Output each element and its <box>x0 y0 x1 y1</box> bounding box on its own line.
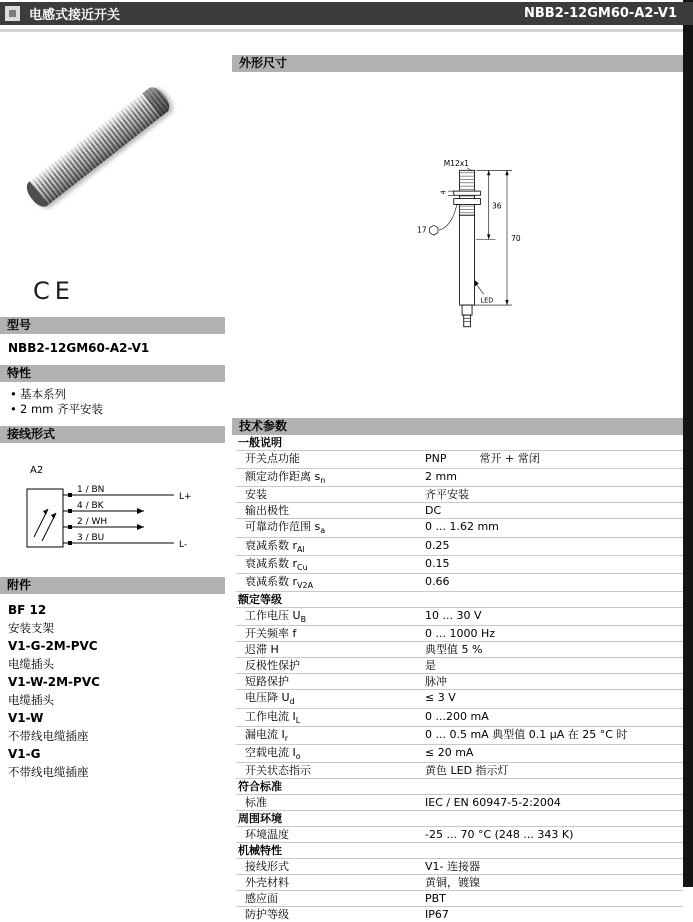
table-row <box>236 468 683 486</box>
table-section-header: 符合标准 <box>236 778 683 794</box>
spec-value: 典型值 5 % <box>425 643 483 657</box>
right-column <box>232 55 683 922</box>
table-row <box>236 537 683 555</box>
accessory-desc: 电缆插头 <box>8 657 54 671</box>
spec-label: 输出极性 <box>245 504 289 518</box>
accessory-item <box>8 748 225 779</box>
table-row <box>236 657 683 673</box>
thread-dim-label: M12x1 <box>443 159 469 169</box>
spec-label: 电压降 $U_d$ <box>245 691 295 707</box>
product-photo <box>0 34 225 272</box>
spec-label: 感应面 <box>245 892 278 906</box>
dimension-schematic <box>407 157 607 365</box>
spec-value: 是 <box>425 659 436 673</box>
spec-label: 反极性保护 <box>245 659 300 673</box>
spec-value: -25 ... 70 °C (248 ... 343 K) <box>425 828 574 842</box>
product-model-title: NBB2-12GM60-A2-V1 <box>524 6 677 21</box>
spec-label: 标准 <box>245 796 267 810</box>
spec-value: IP67 <box>425 908 449 922</box>
table-row <box>236 555 683 573</box>
spec-value: 齐平安装 <box>425 488 469 502</box>
spec-label: 可靠动作范围 $s_a$ <box>245 520 326 536</box>
model-number: NBB2-12GM60-A2-V1 <box>8 341 150 355</box>
spec-value: 0 ... 0.5 mA 典型值 0.1 μA 在 25 °C 时 <box>425 727 628 741</box>
table-row <box>236 450 683 468</box>
table-row <box>236 794 683 810</box>
spec-label: 接线形式 <box>245 860 289 874</box>
accessory-desc: 安装支架 <box>8 621 54 635</box>
section-header-features: 特性 <box>0 365 225 382</box>
total-length-dim-label: 70 <box>511 234 521 244</box>
table-row <box>236 625 683 641</box>
spec-value: 0.66 <box>425 574 450 588</box>
section-header-technical-data: 技术参数 <box>232 418 683 435</box>
spec-value: PBT <box>425 892 446 906</box>
accessory-name: V1-G <box>8 747 41 761</box>
spec-value: V1- 连接器 <box>425 860 480 874</box>
features-list <box>0 382 225 426</box>
table-row <box>236 607 683 625</box>
spec-value: PNP 常开 + 常闭 <box>425 452 540 465</box>
table-row <box>236 826 683 842</box>
pin-label: 1 / BN <box>77 485 105 495</box>
spec-value: 黄色 LED 指示灯 <box>425 764 509 778</box>
wiring-diagram <box>0 443 225 577</box>
sensor-image <box>23 83 174 210</box>
spec-value: 10 ... 30 V <box>425 609 482 623</box>
left-column <box>0 34 225 784</box>
accessory-name: V1-W-2M-PVC <box>8 675 100 689</box>
accessory-name: V1-W <box>8 711 44 725</box>
accessories-list <box>0 594 225 779</box>
dimension-drawing <box>232 72 683 418</box>
spec-value: 0 ... 1.62 mm <box>425 520 499 534</box>
section-header-dimensions: 外形尺寸 <box>232 55 683 72</box>
hex-dim-label: 17 <box>417 225 427 235</box>
technical-data-table <box>236 435 683 922</box>
accessory-item <box>8 676 225 707</box>
table-row <box>236 518 683 536</box>
spec-value: ≤ 3 V <box>425 691 456 705</box>
spec-value: 黄铜，镀镍 <box>425 876 480 890</box>
spec-label: 空载电流 $I_o$ <box>245 745 301 762</box>
table-section-header: 额定等级 <box>236 591 683 607</box>
spec-value: IEC / EN 60947-5-2:2004 <box>425 796 561 810</box>
section-header-model: 型号 <box>0 317 225 334</box>
table-section-header: 周围环境 <box>236 810 683 826</box>
section-header-connection: 接线形式 <box>0 426 225 443</box>
table-row <box>236 744 683 762</box>
spec-label: 漏电流 $I_r$ <box>245 727 289 743</box>
spec-label: 开关状态指示 <box>245 764 311 778</box>
supply-minus-label: L- <box>179 540 188 550</box>
feature-item: • 2 mm 齐平安装 <box>9 402 225 417</box>
table-row <box>236 486 683 502</box>
accessory-item <box>8 640 225 671</box>
section-header-accessories: 附件 <box>0 577 225 594</box>
accessory-name: V1-G-2M-PVC <box>8 639 98 653</box>
table-row <box>236 673 683 689</box>
spec-label: 工作电流 $I_L$ <box>245 709 301 725</box>
table-row <box>236 708 683 726</box>
accessory-item <box>8 712 225 743</box>
pin-label: 4 / BK <box>77 501 104 511</box>
spec-label: 外壳材料 <box>245 876 289 890</box>
spec-label: 防护等级 <box>245 908 289 922</box>
table-section-header: 机械特性 <box>236 842 683 858</box>
table-row <box>236 573 683 591</box>
table-row <box>236 890 683 906</box>
table-row <box>236 689 683 707</box>
spec-label: 衰减系数 $r_{Al}$ <box>245 538 305 554</box>
table-row <box>236 762 683 778</box>
table-row <box>236 502 683 518</box>
accessory-desc: 电缆插头 <box>8 693 54 707</box>
header-bar <box>0 2 693 25</box>
accessory-name: BF 12 <box>8 603 47 617</box>
spec-label: 迟滞 H <box>245 643 279 657</box>
spec-value: DC <box>425 504 442 518</box>
spec-value: ≤ 20 mA <box>425 745 474 759</box>
spec-label: 工作电压 $U_B$ <box>245 609 307 625</box>
table-row <box>236 858 683 874</box>
accessory-desc: 不带线电缆插座 <box>8 729 89 743</box>
spec-label: 环境温度 <box>245 828 289 842</box>
spec-label: 开关点功能 <box>245 452 300 465</box>
supply-plus-label: L+ <box>179 492 192 502</box>
spec-value: 0.15 <box>425 556 450 570</box>
thread-length-dim-label: 36 <box>492 201 502 211</box>
brand-logo-icon <box>5 6 20 21</box>
spec-label: 衰减系数 $r_{V2A}$ <box>245 574 314 591</box>
header-divider <box>0 29 693 32</box>
table-row <box>236 726 683 744</box>
spec-value: 0 ... 1000 Hz <box>425 627 496 641</box>
table-row <box>236 641 683 657</box>
spec-value: 脉冲 <box>425 675 447 689</box>
accessory-desc: 不带线电缆插座 <box>8 765 89 779</box>
right-edge-bar <box>683 0 693 887</box>
wiring-schematic <box>22 479 222 559</box>
connection-code: A2 <box>30 465 44 476</box>
spec-value: 0.25 <box>425 538 450 552</box>
table-row <box>236 906 683 922</box>
spec-value: 0 ...200 mA <box>425 709 489 723</box>
led-mark <box>475 280 479 287</box>
brand-logo-inner <box>9 10 16 17</box>
ce-mark: CE <box>33 277 75 305</box>
spec-label: 安装 <box>245 488 267 502</box>
led-label: LED <box>480 296 494 305</box>
pin-label: 2 / WH <box>77 517 108 527</box>
spec-label: 开关频率 f <box>245 627 297 641</box>
spec-value: 2 mm <box>425 470 457 484</box>
pin-label: 3 / BU <box>77 533 105 543</box>
table-section-header: 一般说明 <box>238 436 282 449</box>
accessory-item <box>8 604 225 635</box>
hex-symbol <box>430 225 438 235</box>
washer-dim-label: 4 <box>439 190 448 195</box>
spec-label: 短路保护 <box>245 675 289 689</box>
table-row <box>236 874 683 890</box>
spec-label: 衰减系数 $r_{Cu}$ <box>245 556 308 572</box>
product-category-title: 电感式接近开关 <box>29 8 121 23</box>
feature-item: • 基本系列 <box>9 387 225 402</box>
spec-label: 额定动作距离 $s_n$ <box>245 470 326 486</box>
